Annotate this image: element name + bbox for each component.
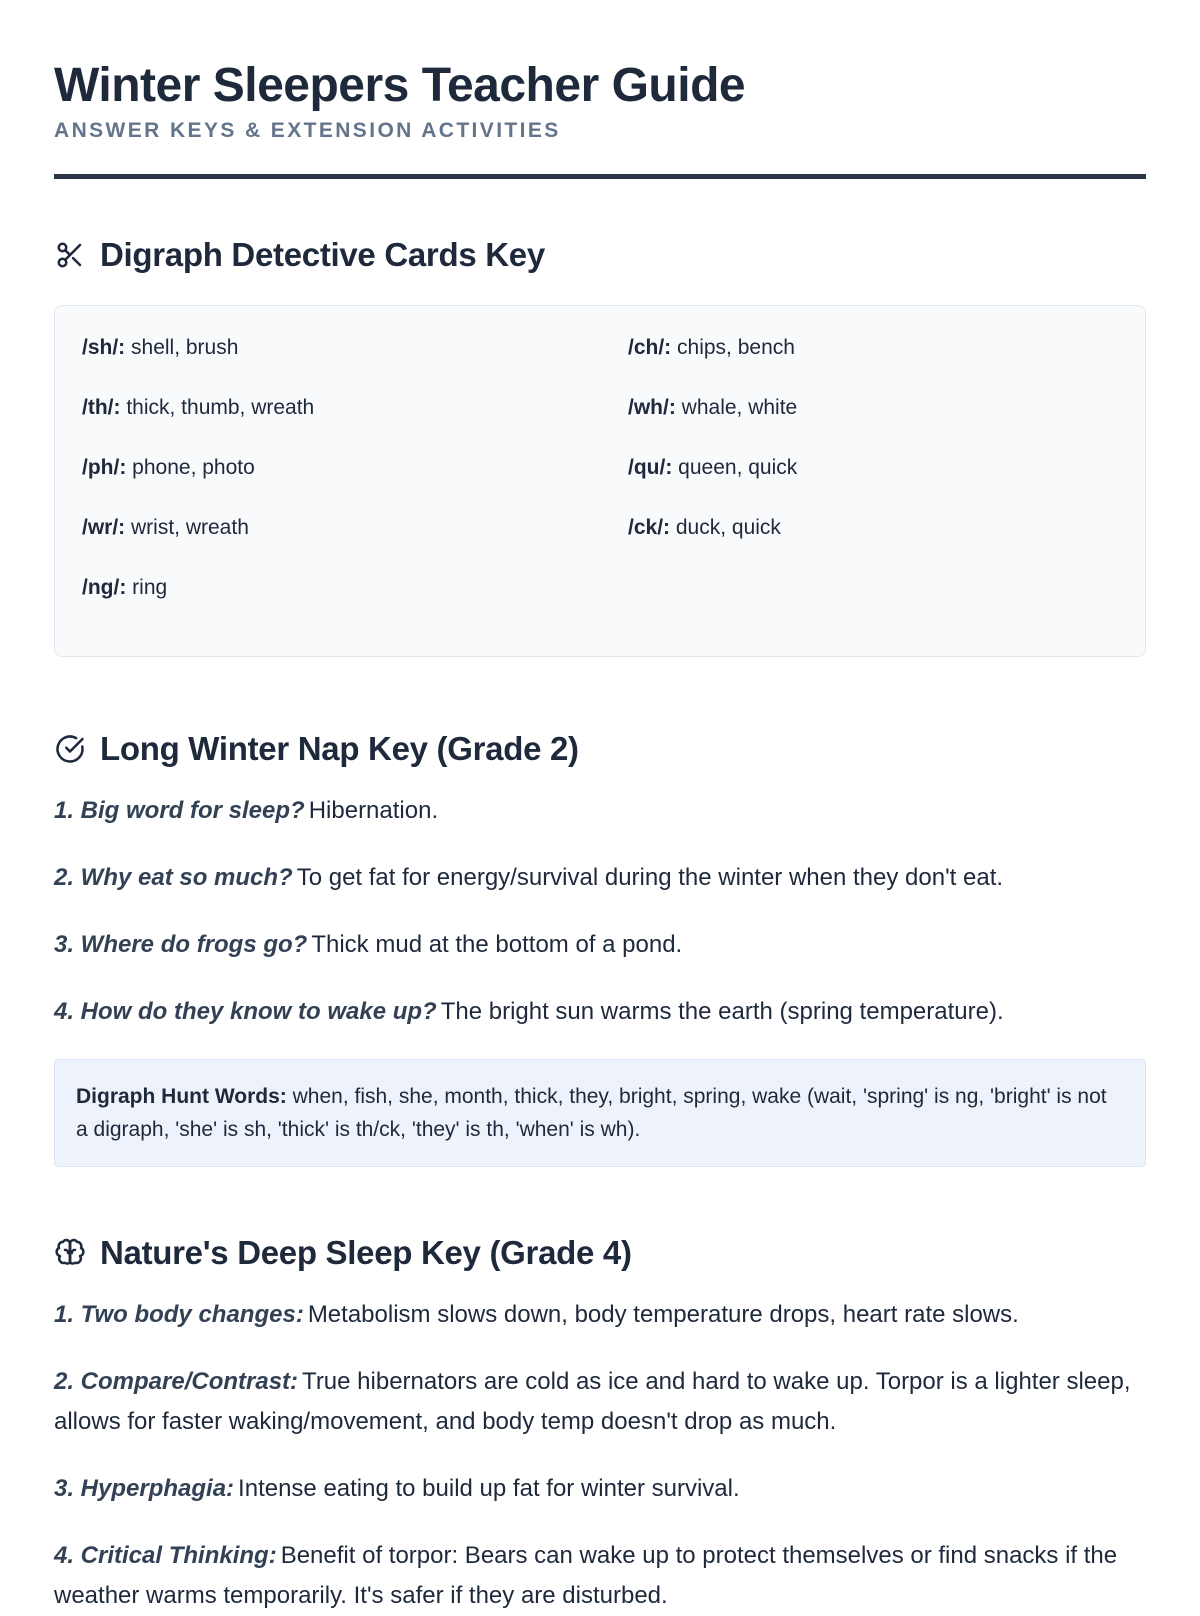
answer-item <box>54 992 1146 1032</box>
answer-text: True hibernators are cold as ice and hard to wake up. Torpor is a lighter sleep, allows for faster waking/movement, and body temp doesn't drop as much. <box>54 1368 1131 1435</box>
digraph-hunt-note <box>54 1059 1146 1167</box>
question-label: 4. How do they know to wake up? <box>54 998 437 1025</box>
answer-text: Hibernation. <box>308 797 439 824</box>
digraph-label: /qu/: <box>628 456 673 479</box>
answer-text: Metabolism slows down, body temperature drops, heart rate slows. <box>307 1301 1019 1328</box>
digraph-words: shell, brush <box>131 336 239 359</box>
section-heading-long-winter-nap <box>54 729 1146 769</box>
digraph-label: /ch/: <box>628 336 672 359</box>
digraph-label: /wr/: <box>82 516 126 539</box>
section-heading-digraph-cards <box>54 235 1146 275</box>
section-heading-deep-sleep <box>54 1233 1146 1273</box>
check-circle-icon <box>54 733 86 765</box>
section-title: Long Winter Nap Key (Grade 2) <box>100 730 579 767</box>
digraph-words: duck, quick <box>675 516 781 539</box>
digraph-words: whale, white <box>681 396 798 419</box>
digraph-label: /ph/: <box>82 456 127 479</box>
grade2-answer-list <box>54 791 1146 1032</box>
digraph-entry <box>82 514 628 574</box>
question-label: 4. Critical Thinking: <box>54 1542 277 1569</box>
digraph-entry <box>82 574 628 634</box>
digraph-cards-section <box>54 235 1146 657</box>
digraph-label: /wh/: <box>628 396 676 419</box>
question-label: 1. Two body changes: <box>54 1301 304 1328</box>
answer-text: Intense eating to build up fat for winter survival. <box>238 1475 740 1502</box>
digraph-words: ring <box>132 576 168 599</box>
digraph-entry <box>628 394 1118 454</box>
brain-icon <box>54 1237 86 1269</box>
note-label: Digraph Hunt Words: <box>76 1085 287 1108</box>
answer-item <box>54 1362 1146 1442</box>
long-winter-nap-section <box>54 729 1146 1167</box>
section-title: Digraph Detective Cards Key <box>100 236 545 273</box>
answer-item <box>54 1469 1146 1509</box>
question-label: 1. Big word for sleep? <box>54 797 305 824</box>
answer-item <box>54 1536 1146 1616</box>
digraph-label: /th/: <box>82 396 121 419</box>
answer-item <box>54 791 1146 831</box>
digraph-words: queen, quick <box>678 456 798 479</box>
digraph-label: /ck/: <box>628 516 671 539</box>
section-title: Nature's Deep Sleep Key (Grade 4) <box>100 1234 632 1271</box>
answer-text: To get fat for energy/survival during the winter when they don't eat. <box>296 864 1004 891</box>
question-label: 2. Why eat so much? <box>54 864 293 891</box>
deep-sleep-section <box>54 1233 1146 1616</box>
question-label: 2. Compare/Contrast: <box>54 1368 299 1395</box>
digraph-words: wrist, wreath <box>131 516 249 539</box>
answer-text: The bright sun warms the earth (spring temperature). <box>440 998 1004 1025</box>
note-text: when, fish, she, month, thick, they, bright, spring, wake (wait, 'spring' is ng, 'bright' is not a digraph, 'she' is sh, 'thick' is th/ck, 'they' is th, 'when' is wh). <box>76 1085 1107 1141</box>
scissors-icon <box>54 239 86 271</box>
question-label: 3. Where do frogs go? <box>54 931 308 958</box>
digraph-entry <box>628 514 1118 574</box>
digraph-entry <box>82 334 628 394</box>
answer-item <box>54 1295 1146 1335</box>
digraph-words: phone, photo <box>132 456 255 479</box>
digraph-label: /sh/: <box>82 336 126 359</box>
answer-text: Thick mud at the bottom of a pond. <box>311 931 683 958</box>
digraph-entry <box>628 454 1118 514</box>
page-subtitle: ANSWER KEYS & EXTENSION ACTIVITIES <box>54 119 561 142</box>
question-label: 3. Hyperphagia: <box>54 1475 235 1502</box>
digraph-key-card <box>54 305 1146 657</box>
document-header <box>54 0 1146 179</box>
answer-text: Benefit of torpor: Bears can wake up to protect themselves or find snacks if the weather warms temporarily. It's safer if they are disturbed. <box>54 1542 1118 1609</box>
answer-item <box>54 858 1146 898</box>
digraph-label: /ng/: <box>82 576 127 599</box>
digraph-words: thick, thumb, wreath <box>126 396 315 419</box>
grade4-answer-list <box>54 1295 1146 1616</box>
digraph-words: chips, bench <box>677 336 795 359</box>
page-title: Winter Sleepers Teacher Guide <box>54 59 746 112</box>
header-divider <box>54 174 1146 179</box>
digraph-entry <box>628 334 1118 394</box>
answer-item <box>54 925 1146 965</box>
digraph-entry <box>82 394 628 454</box>
digraph-entry <box>82 454 628 514</box>
